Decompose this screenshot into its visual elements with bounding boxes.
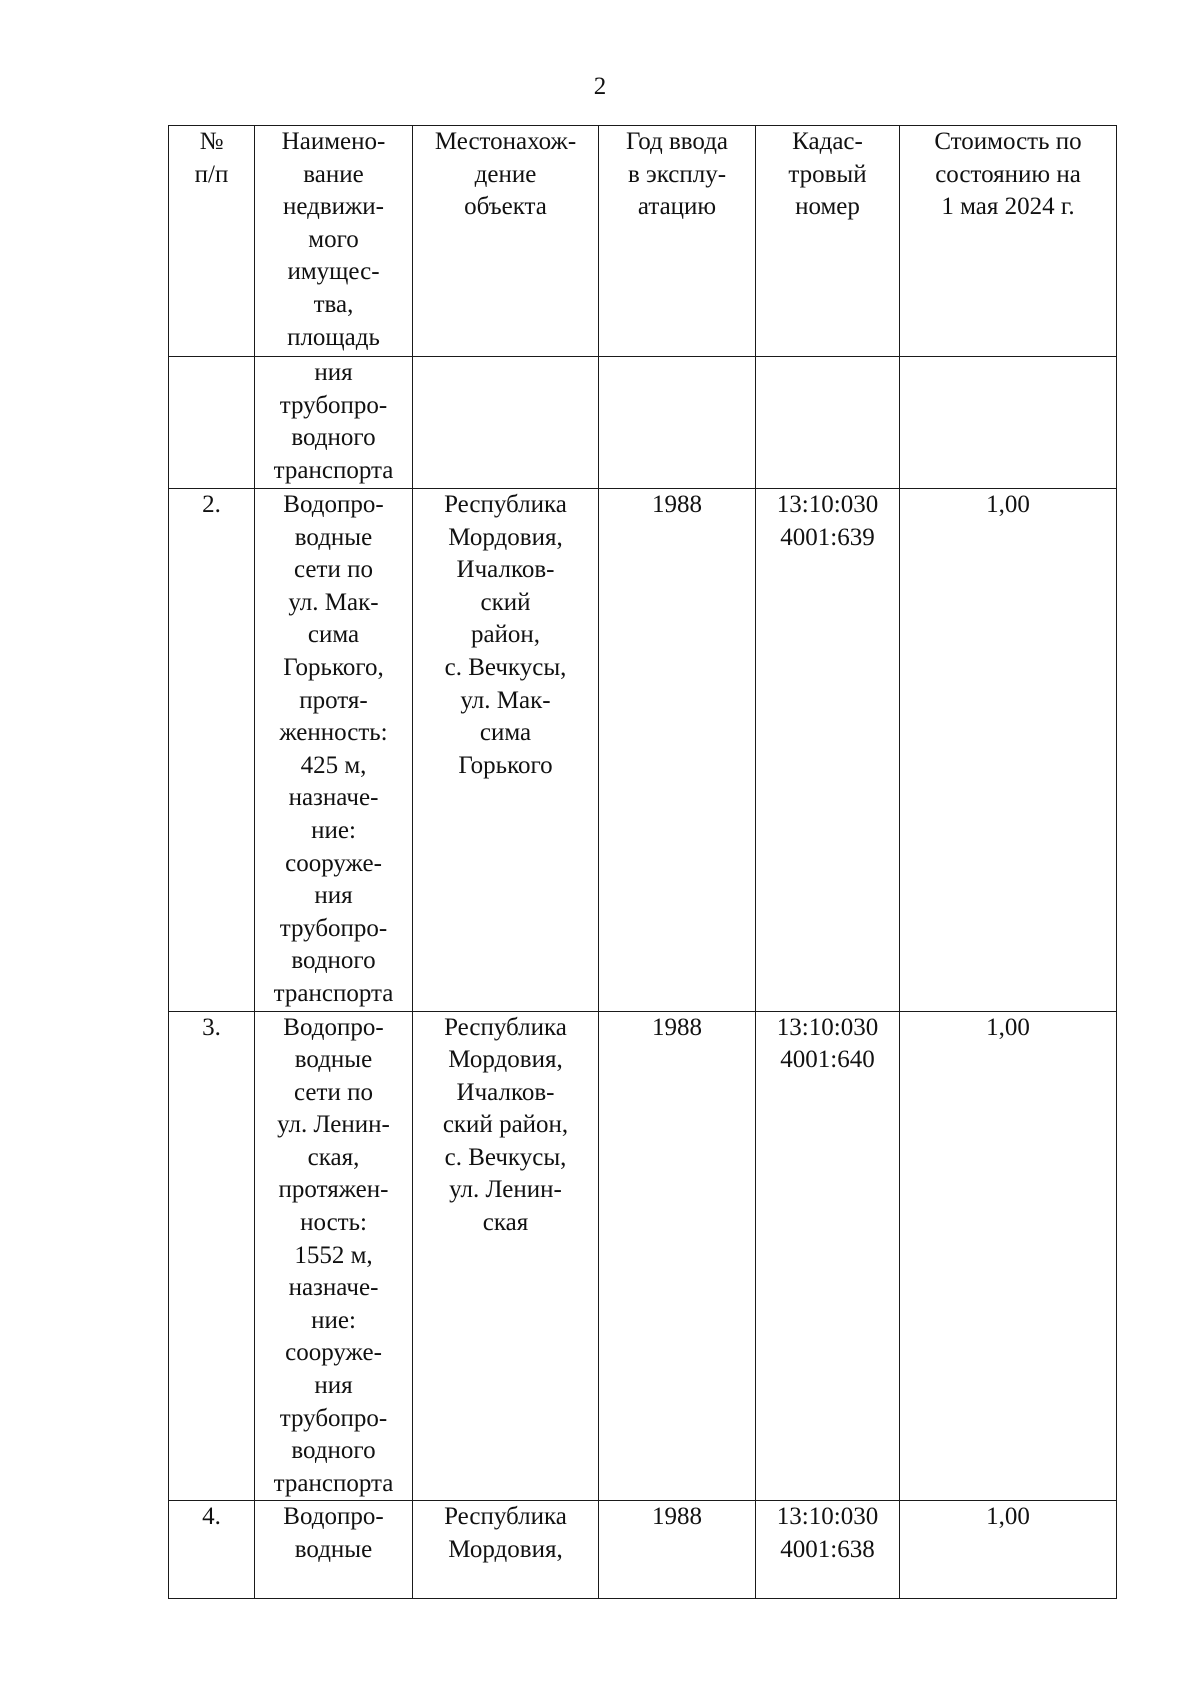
cell-cadastral	[756, 1501, 900, 1599]
cell-line: ния	[314, 1372, 353, 1400]
cell-line: ния	[314, 882, 353, 910]
header-name	[255, 126, 413, 357]
cell-line: назначе-	[288, 784, 379, 812]
cell-number: 2.	[169, 489, 255, 1012]
cell-line: сооруже-	[285, 1339, 382, 1367]
cell-line: 4001:639	[780, 523, 875, 551]
cell-line: Водопро-	[283, 491, 384, 518]
cell-line: с. Вечкусы,	[444, 1143, 567, 1171]
cell-line: Водопро-	[283, 1503, 384, 1531]
cell-line: 13:10:030	[776, 1503, 879, 1531]
cell-line: район,	[470, 621, 541, 649]
page-number: 2	[593, 73, 607, 100]
cell-line: вание	[303, 160, 364, 188]
cell-line: тва,	[313, 290, 354, 318]
table-row	[169, 1501, 1117, 1599]
cell-line: Республика	[444, 1503, 567, 1531]
cell-line: с. Вечкусы,	[444, 653, 567, 681]
cell-line: площадь	[287, 323, 380, 351]
cell-line: водного	[291, 424, 376, 452]
cell-line: ул. Ленин-	[277, 1111, 390, 1139]
header-cadastral	[756, 126, 900, 357]
cell-line: Горького	[458, 751, 553, 779]
cell-line: Мордовия,	[448, 1536, 563, 1563]
cell-line: водные	[294, 1046, 373, 1074]
cell-name	[255, 489, 413, 1012]
cell-line: ский район,	[442, 1111, 569, 1139]
cell-line: ский	[480, 588, 531, 616]
cell-line: дение	[474, 160, 537, 188]
cell-name	[255, 357, 413, 489]
cell-line: Местонахож-	[434, 128, 577, 155]
table-row	[169, 1011, 1117, 1501]
cell-year	[599, 357, 756, 489]
cell-line: трубопро-	[279, 1404, 388, 1432]
cell-line: протяжен-	[278, 1176, 389, 1204]
cell-line: 13:10:030	[776, 491, 879, 518]
cell-year: 1988	[599, 489, 756, 1012]
cell-number: 3.	[169, 1011, 255, 1501]
cell-cost	[900, 357, 1117, 489]
cell-line: назначе-	[288, 1274, 379, 1302]
cell-line: Республика	[444, 491, 567, 518]
cell-cadastral	[756, 357, 900, 489]
cell-cost: 1,00	[900, 1011, 1117, 1501]
cell-line: 425 м,	[300, 751, 367, 779]
cell-line: 4001:640	[780, 1046, 875, 1074]
cell-line: имущес-	[287, 258, 380, 286]
cell-line: водного	[291, 947, 376, 975]
header-year	[599, 126, 756, 357]
cell-line: объекта	[464, 193, 547, 221]
cell-line: №	[199, 128, 224, 155]
cell-line: Год ввода	[625, 128, 729, 155]
cell-line: 4001:638	[780, 1536, 875, 1563]
cell-line: транспорта	[273, 456, 394, 484]
cell-line: сети по	[294, 1078, 373, 1106]
cell-line: водные	[294, 523, 373, 551]
property-table	[168, 125, 1117, 1599]
cell-line: Горького,	[283, 653, 384, 681]
cell-line: Ичалков-	[456, 556, 555, 584]
table-header-row	[169, 126, 1117, 357]
cell-line: недвижи-	[282, 193, 385, 221]
cell-line: ния	[314, 359, 353, 386]
cell-line: в эксплу-	[627, 160, 727, 188]
cell-line: протя-	[299, 686, 368, 714]
cell-cost: 1,00	[900, 1501, 1117, 1599]
cell-line: ние:	[311, 1306, 356, 1334]
cell-year: 1988	[599, 1501, 756, 1599]
cell-name	[255, 1501, 413, 1599]
header-number	[169, 126, 255, 357]
cell-line: состоянию на	[935, 160, 1081, 188]
cell-line: транспорта	[273, 1469, 394, 1497]
cell-line: сима	[307, 621, 360, 649]
cell-line: ность:	[300, 1209, 367, 1237]
cell-location	[413, 1501, 599, 1599]
cell-location	[413, 489, 599, 1012]
cell-location	[413, 1011, 599, 1501]
cell-name	[255, 1011, 413, 1501]
cell-line: атацию	[637, 193, 717, 221]
cell-line: Водопро-	[283, 1013, 384, 1041]
cell-line: трубопро-	[279, 391, 388, 419]
cell-year: 1988	[599, 1011, 756, 1501]
cell-cadastral	[756, 489, 900, 1012]
cell-line: тровый	[788, 160, 867, 188]
cell-line: ул. Мак-	[288, 588, 379, 616]
cell-line: номер	[795, 193, 860, 221]
cell-line: Мордовия,	[448, 1046, 563, 1074]
cell-line: 1552 м,	[294, 1241, 373, 1269]
cell-line: ул. Мак-	[460, 686, 551, 714]
cell-line: транспорта	[273, 979, 394, 1007]
cell-line: трубопро-	[279, 914, 388, 942]
cell-line: Стоимость по	[934, 128, 1082, 155]
cell-line: сети по	[294, 556, 373, 584]
cell-line: п/п	[194, 160, 229, 188]
cell-cadastral	[756, 1011, 900, 1501]
header-location	[413, 126, 599, 357]
cell-location	[413, 357, 599, 489]
cell-line: сима	[479, 719, 532, 747]
header-cost	[900, 126, 1117, 357]
cell-line: 1 мая 2024 г.	[941, 193, 1075, 221]
cell-line: Кадас-	[792, 128, 863, 155]
cell-line: 13:10:030	[776, 1013, 879, 1041]
cell-line: водные	[294, 1536, 373, 1563]
cell-line: Мордовия,	[448, 523, 563, 551]
cell-line: сооруже-	[285, 849, 382, 877]
cell-line: мого	[308, 225, 359, 253]
table-row	[169, 489, 1117, 1012]
cell-line: ская,	[307, 1143, 360, 1171]
cell-number	[169, 357, 255, 489]
cell-line: ние:	[311, 816, 356, 844]
cell-line: Ичалков-	[456, 1078, 555, 1106]
cell-line: водного	[291, 1437, 376, 1465]
cell-cost: 1,00	[900, 489, 1117, 1012]
cell-line: Республика	[444, 1013, 567, 1041]
cell-line: Наимено-	[281, 128, 386, 155]
cell-line: женность:	[279, 719, 388, 747]
cell-line: ская	[482, 1209, 529, 1237]
cell-line: ул. Ленин-	[449, 1176, 562, 1204]
cell-number: 4.	[169, 1501, 255, 1599]
table-row-continuation	[169, 357, 1117, 489]
